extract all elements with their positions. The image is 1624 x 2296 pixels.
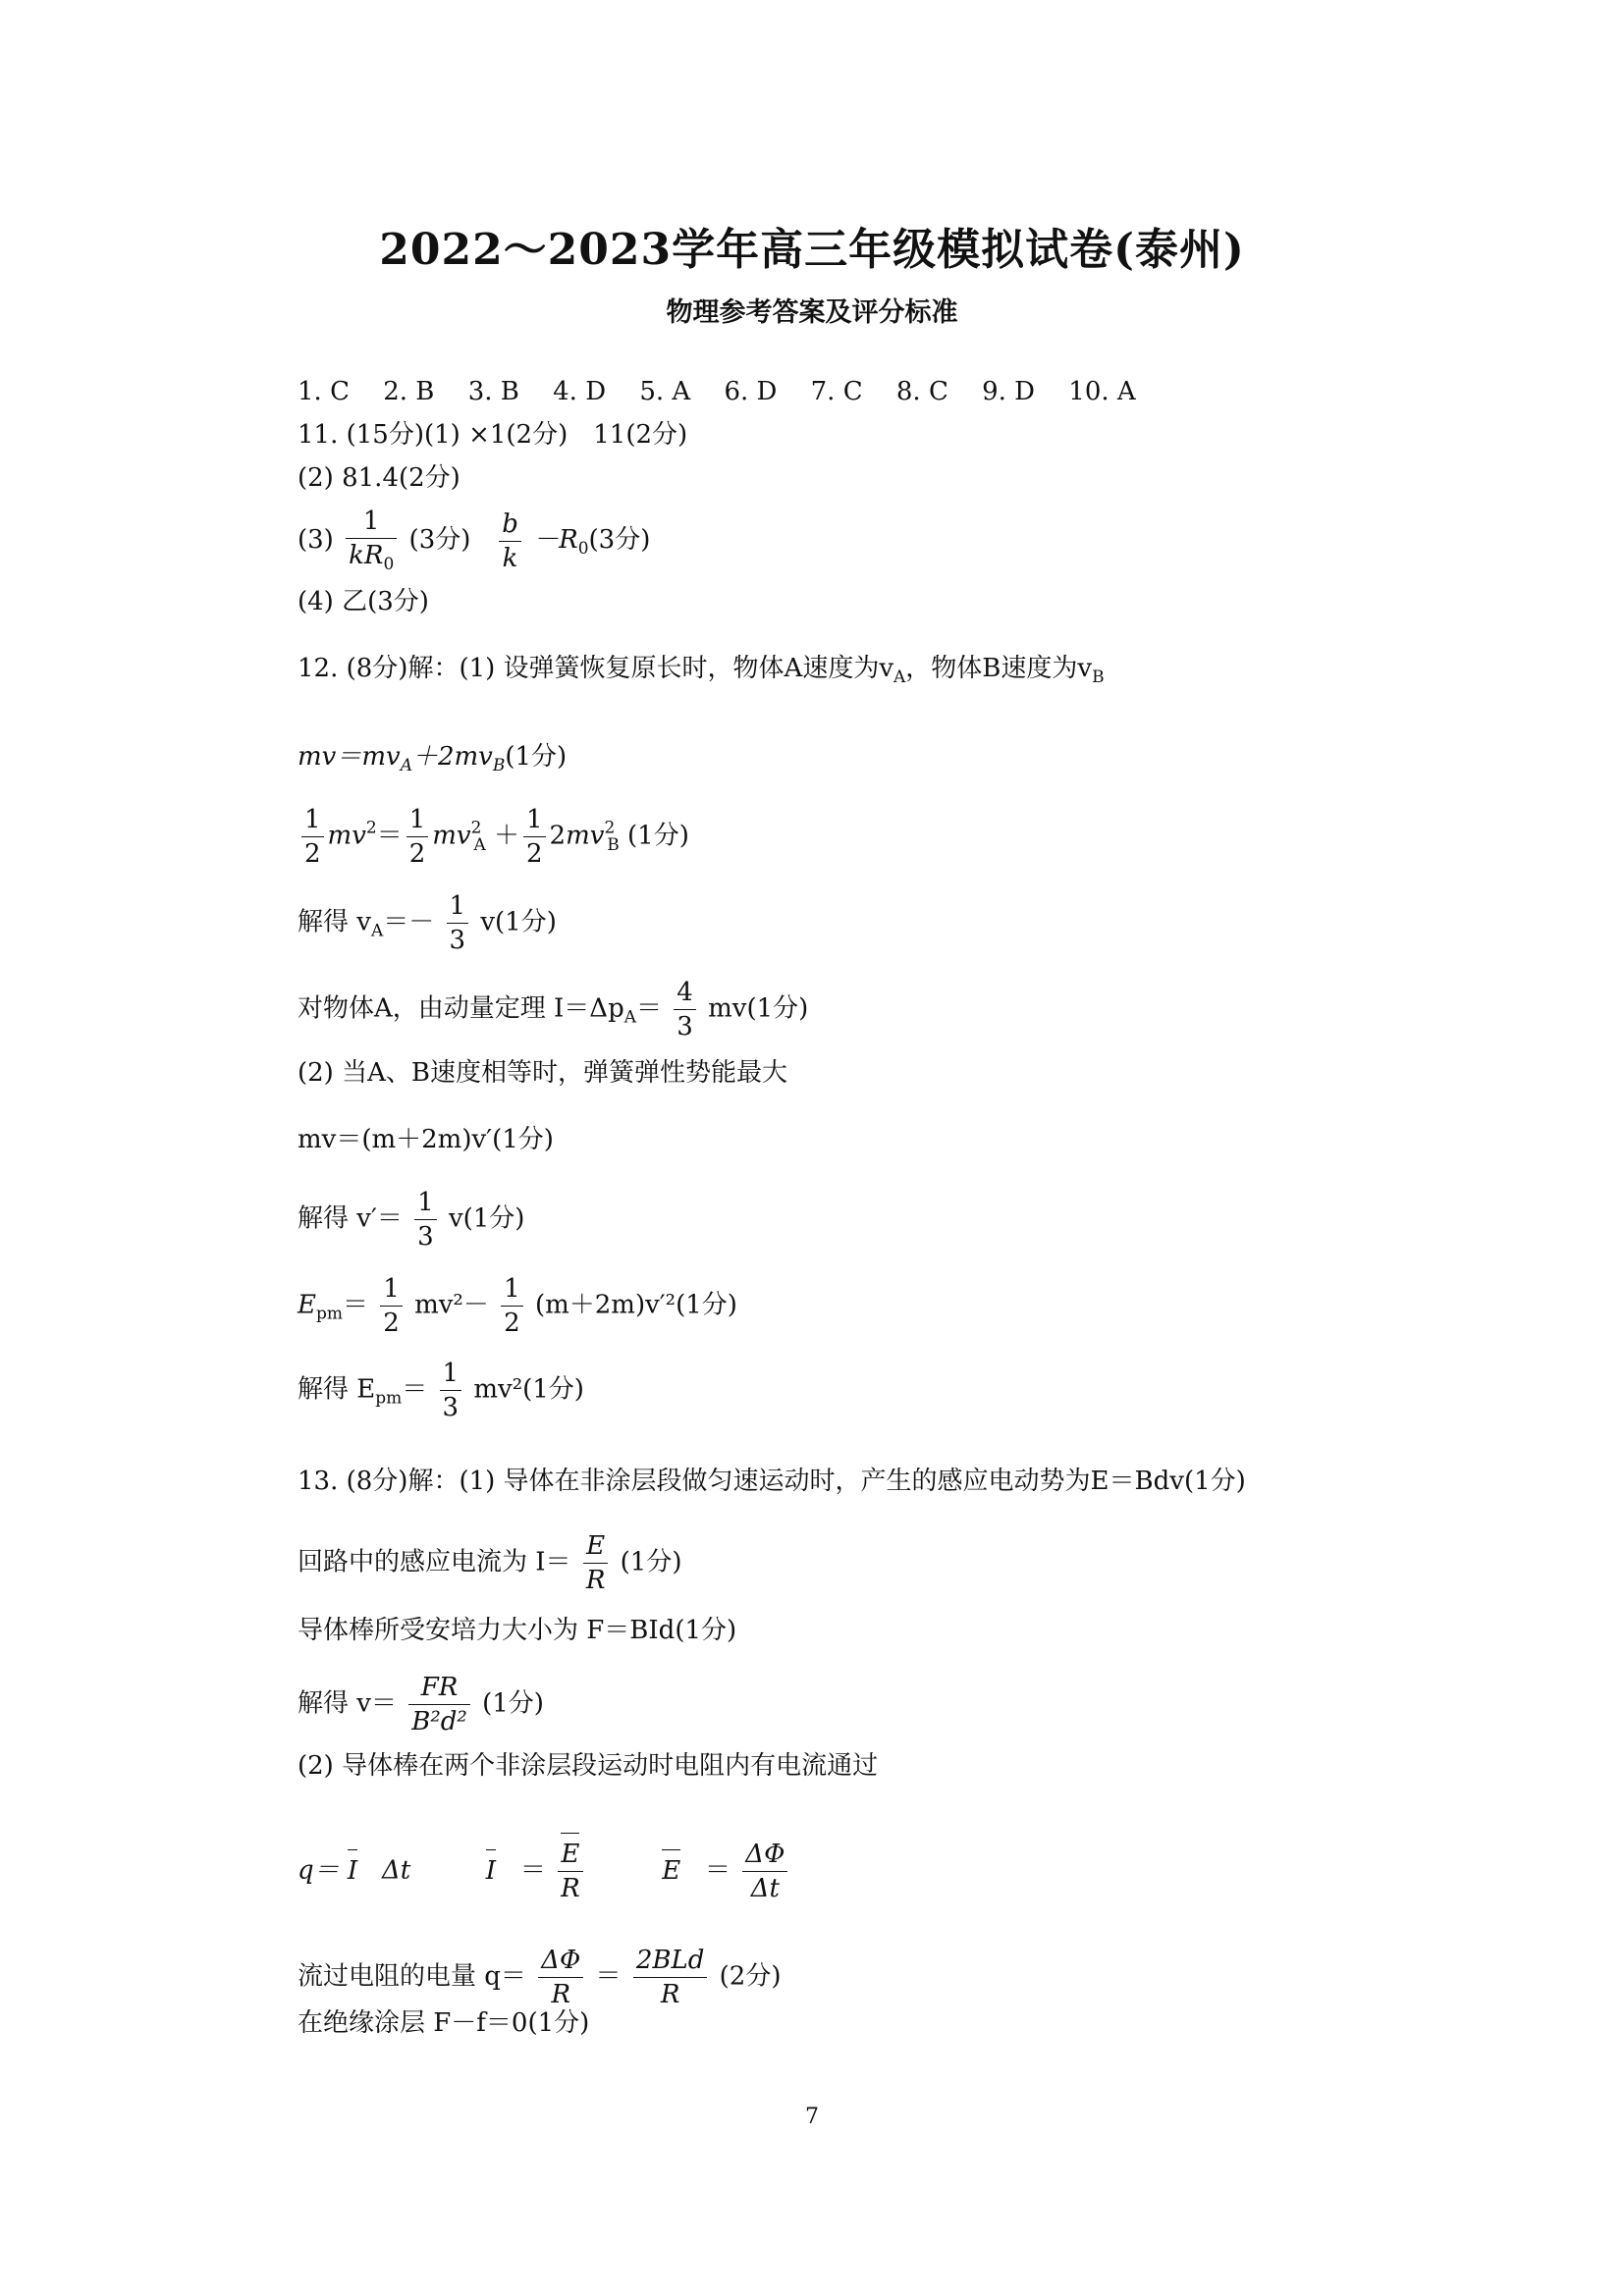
q13-line-4: 解得 v＝ $\frac{FR}{\text{B²d²}}$ (1分) (298, 1673, 544, 1736)
q12-line-9: $E_{pm}=$ $\frac{1}{2}$ mv²－ $\frac{1}{2}$ (m＋2m)v′²(1分) (298, 1274, 737, 1338)
q12-line-10: 解得 $E_{pm}=$ $\frac{1}{3}$ mv²(1分) (298, 1359, 584, 1422)
page-title: 2022～2023学年高三年级模拟试卷(泰州) (379, 225, 1245, 275)
q12-line-7: mv＝(m＋2m)v′(1分) (298, 1125, 554, 1154)
choice-item: 4. D (553, 377, 607, 406)
q13-line-2: 回路中的感应电流为 I＝ $\frac{E}{R}$ (1分) (298, 1531, 682, 1595)
choice-item: 6. D (724, 377, 778, 406)
q13-line-7: 流过电阻的电量 q＝ $\frac{\Delta\Phi}{R}$ ＝ $\frac{\text{2BLd}}{R}$ (2分) (298, 1946, 782, 2009)
q13-line-6: q＝ I Δt I ＝ $\frac{E}{R}$ E ＝ $\frac{\Delta\Phi}{\Delta t}$ (298, 1842, 791, 1901)
q12-line-8: 解得 v′＝ $\frac{1}{3}$ v(1分) (298, 1188, 525, 1252)
choice-item: 7. C (810, 377, 863, 406)
q13-line-3: 导体棒所受安培力大小为 F＝BId(1分) (298, 1616, 737, 1645)
choice-item: 1. C (298, 377, 350, 406)
q12-line-1: 12. (8分)解：(1) 设弹簧恢复原长时，物体A速度为$v_A$，物体B速度为$v_B$ (298, 654, 1105, 687)
choice-item: 8. C (895, 377, 948, 406)
q11-line-2: (2) 81.4(2分) (298, 463, 460, 493)
choice-item: 3. B (467, 377, 519, 406)
q13-line-5: (2) 导体棒在两个非涂层段运动时电阻内有电流通过 (298, 1751, 879, 1781)
q12-line-4: 解得 $v_A=-$ $\frac{1}{3}$ v(1分) (298, 891, 557, 955)
q13-line-8: 在绝缘涂层 F－f＝0(1分) (298, 2008, 590, 2038)
q11-line-3: (3) $\frac{1}{kR_0}$ (3分) $\frac{b}{k}$ $-R_0(3$分) (298, 507, 651, 574)
q12-line-5: 对物体A，由动量定理 $I=\Delta p_A=$ $\frac{4}{3}$ mv(1分) (298, 978, 809, 1041)
q13-line-1: 13. (8分)解：(1) 导体在非涂层段做匀速运动时，产生的感应电动势为E＝Bdv(1分) (298, 1467, 1246, 1496)
fraction: $\frac{1}{kR_0}$ (346, 508, 397, 573)
fraction: $\frac{b}{k}$ (499, 511, 521, 571)
q11-line-1: 11. (15分)(1) ×1(2分) 11(2分) (298, 420, 688, 450)
page-subtitle: 物理参考答案及评分标准 (666, 297, 958, 328)
choice-item: 5. A (639, 377, 691, 406)
choice-item: 2. B (383, 377, 435, 406)
q12-line-3: $\frac{1}{2}$ $mv^2=$ $\frac{1}{2}$ $mv^2_A$ ＋ $\frac{1}{2}$ $2mv^2_B$ (1分) (298, 807, 689, 867)
choice-answers (298, 379, 1162, 404)
q12-line-2: $mv=mv_A+2mv_B(1$分) (298, 742, 568, 775)
q12-line-6: (2) 当A、B速度相等时，弹簧弹性势能最大 (298, 1058, 787, 1088)
page-number: 7 (805, 2105, 819, 2129)
q11-line-4: (4) 乙(3分) (298, 587, 429, 616)
choice-item: 9. D (982, 377, 1036, 406)
choice-item: 10. A (1068, 377, 1136, 406)
